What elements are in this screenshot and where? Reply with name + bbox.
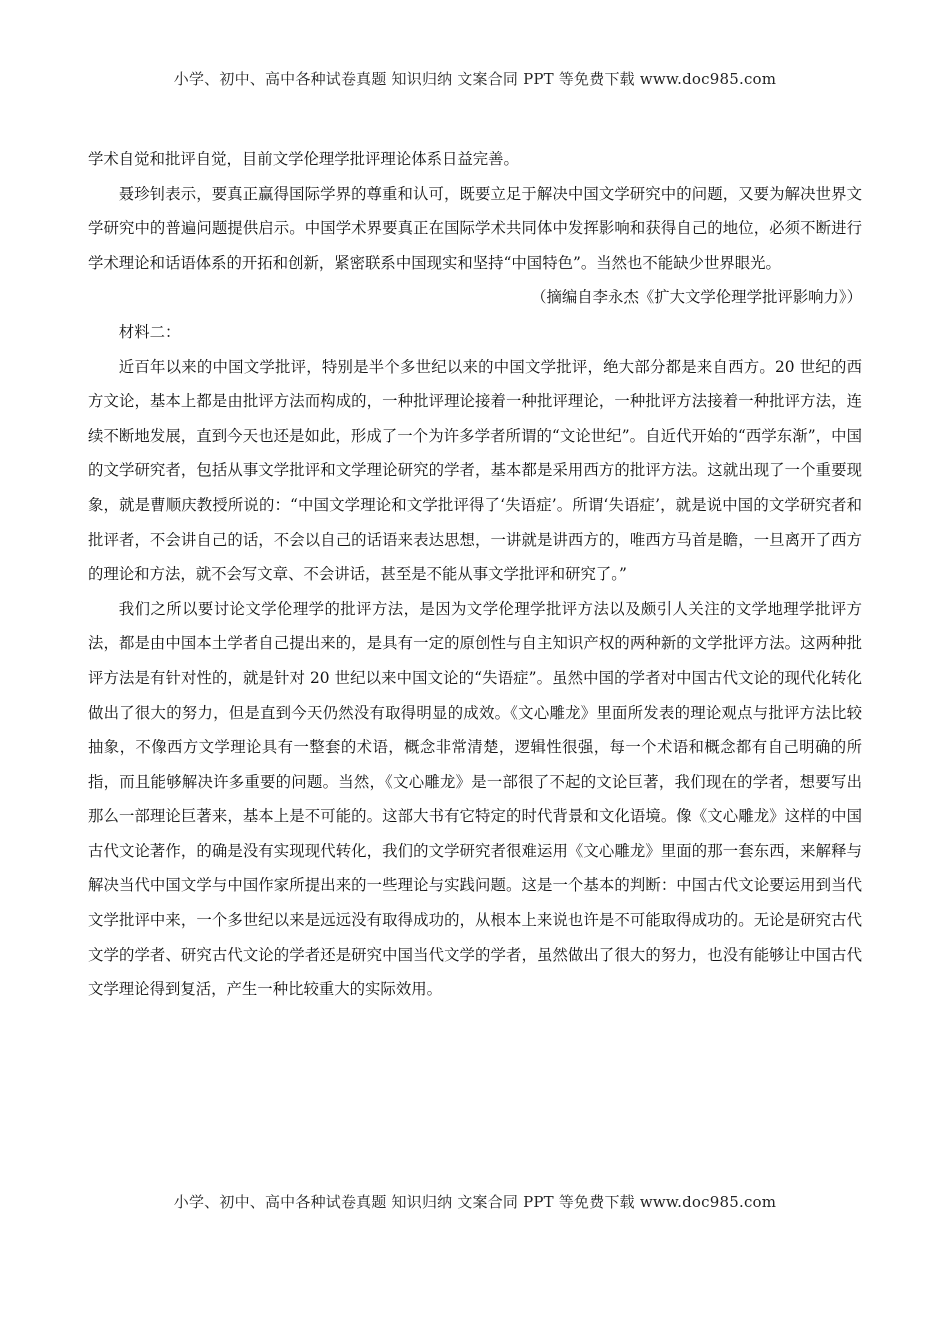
source-citation: （摘编自李永杰《扩大文学伦理学批评影响力》） <box>531 288 862 307</box>
paragraph-ethical-criticism: 我们之所以要讨论文学伦理学的批评方法，是因为文学伦理学批评方法以及颇引人关注的文学地理学批评方法，都是由中国本土学者自己提出来的，是具有一定的原创性与自主知识产权的两种新的文学批评方法。这两种批评方法是有针对性的，就是针对 20 世纪以来中国文论的“失语症”。虽然中国的学者对中国古代文论的现代化转化做出了很大的努力，但是直到今天仍然没有取得明显的成效。《文心雕龙》里面所发表的理论观点与批评方法比较抽象，不像西方文学理论具有一整套的术语，概念非常清楚，逻辑性很强，每一个术语和概念都有自己明确的所指，而且能够解决许多重要的问题。当然，《文心雕龙》是一部很了不起的文论巨著，我们现在的学者，想要写出那么一部理论巨著来，基本上是不可能的。这部大书有它特定的时代背景和文化语境。像《文心雕龙》这样的中国古代文论著作，的确是没有实现现代转化，我们的文学研究者很难运用《文心雕龙》里面的那一套东西，来解释与解决当代中国文学与中国作家所提出来的一些理论与实践问题。这是一个基本的判断：中国古代文论要运用到当代文学批评中来，一个多世纪以来是远远没有取得成功的，从根本上来说也许是不可能取得成功的。无论是研究古代文学的学者、研究古代文论的学者还是研究中国当代文学的学者，虽然做出了很大的努力，也没有能够让中国古代文学理论得到复活，产生一种比较重大的实际效用。 <box>88 599 862 999</box>
document-body <box>88 142 862 1007</box>
paragraph-nie-zhenzhao: 聂珍钊表示，要真正赢得国际学界的尊重和认可，既要立足于解决中国文学研究中的问题，又要为解决世界文学研究中的普遍问题提供启示。中国学术界要真正在国际学术共同体中发挥影响和获得自己的地位，必须不断进行学术理论和话语体系的开拓和创新，紧密联系中国现实和坚持“中国特色”。当然也不能缺少世界眼光。 <box>88 184 862 272</box>
paragraph-continuation: 学术自觉和批评自觉，目前文学伦理学批评理论体系日益完善。 <box>88 150 519 168</box>
paragraph-western-criticism: 近百年以来的中国文学批评，特别是半个多世纪以来的中国文学批评，绝大部分都是来自西方。20 世纪的西方文论，基本上都是由批评方法而构成的，一种批评理论接着一种批评理论，一种批评方法接着一种批评方法，连续不断地发展，直到今天也还是如此，形成了一个为许多学者所谓的“文论世纪”。自近代开始的“西学东渐”，中国的文学研究者，包括从事文学批评和文学理论研究的学者，基本都是采用西方的批评方法。这就出现了一个重要现象，就是曹顺庆教授所说的：“中国文学理论和文学批评得了‘失语症’。所谓‘失语症’，就是说中国的文学研究者和批评者，不会讲自己的话，不会以自己的话语来表达思想，一讲就是讲西方的，唯西方马首是瞻，一旦离开了西方的理论和方法，就不会写文章、不会讲话，甚至是不能从事文学批评和研究了。” <box>88 357 862 584</box>
section-label-material-two: 材料二： <box>118 322 181 341</box>
page-footer: 小学、初中、高中各种试卷真题 知识归纳 文案合同 PPT 等免费下载 www.doc985.com <box>173 1193 777 1211</box>
page-header: 小学、初中、高中各种试卷真题 知识归纳 文案合同 PPT 等免费下载 www.doc985.com <box>173 70 777 88</box>
